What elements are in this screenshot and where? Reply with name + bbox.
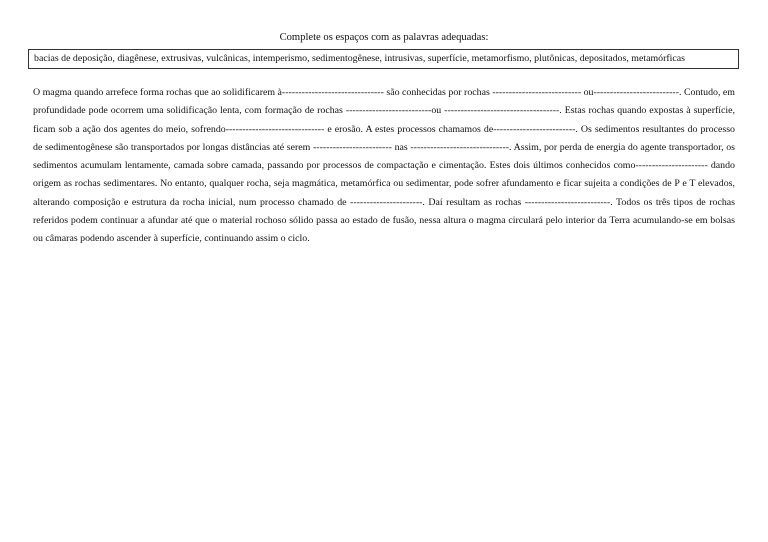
- instruction-heading: Complete os espaços com as palavras adequadas:: [279, 32, 489, 43]
- word-bank-box: bacias de deposição, diagênese, extrusivas, vulcânicas, intemperismo, sedimentogênese, intrusivas, superfície, metamorfismo, plutônicas, depositados, metamórficas: [28, 49, 739, 69]
- fill-in-paragraph: O magma quando arrefece forma rochas que ao solidificarem à------------------------------- são conhecidas por rochas --------------------------- ou--------------------------. Contudo, em profundidade pode ocorrem uma solidificação lenta, com formação de rochas --------------------------ou -----------------------------------. Estas rochas quando expostas à superfície, ficam sob a ação dos agentes do meio, sofrendo------------------------------ e erosão. A estes processos chamamos de-------------------------. Os sedimentos resultantes do processo de sedimentogênese são transportados por longas distâncias até serem ------------------------ nas ------------------------------. Assim, por perda de energia do agente transportador, os sedimentos acumulam lentamente, camada sobre camada, passando por processos de compactação e cimentação. Estes dois últimos conhecidos como---------------------- dando origem as rochas sedimentares. No entanto, qualquer rocha, seja magmática, metamórfica ou sedimentar, pode sofrer afundamento e ficar sujeita a condições de P e T elevados, alterando composição e estrutura da rocha inicial, num processo chamado de ----------------------. Daí resultam as rochas --------------------------. Todos os três tipos de rochas referidos podem continuar a afundar até que o material rochoso sólido passa ao estado de fusão, nessa altura o magma circulará pelo interior da Terra acumulando-se em bolsas ou câmaras podendo ascender à superfície, continuando assim o ciclo.: [33, 87, 735, 245]
